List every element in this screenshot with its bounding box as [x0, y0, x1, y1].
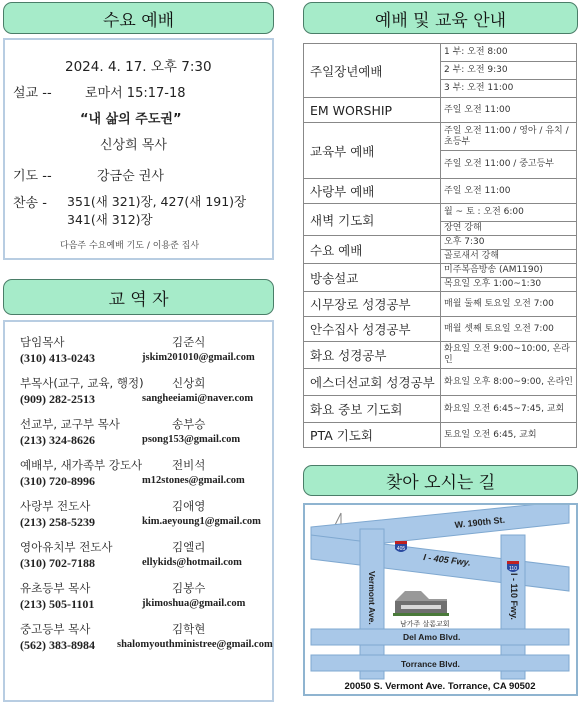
schedule-row [304, 342, 577, 369]
preacher: 신상희 목사 [100, 138, 167, 153]
sermon-label: 설교 -- [13, 86, 52, 101]
schedule-name: 화요 중보 기도회 [304, 396, 441, 423]
schedule-name: 방송설교 [304, 264, 441, 292]
schedule-time: 매월 셋째 토요일 오전 7:00 [441, 317, 577, 342]
schedule-time: 장연 강해 [441, 222, 577, 236]
schedule-name: 시무장로 성경공부 [304, 292, 441, 317]
minister-email: shalomyouthministree@gmail.com [117, 639, 273, 650]
interstate-110-shield-icon [507, 561, 519, 572]
schedule-row [304, 123, 577, 151]
schedule-time: 주일 오전 11:00 / 중고등부 [441, 151, 577, 179]
minister-role: 영아유치부 전도사 [20, 540, 113, 554]
minister-name: 김봉수 [172, 581, 206, 595]
sermon-title: “내 삶의 주도권” [80, 112, 182, 127]
schedule-time: 주일 오전 11:00 / 영아 / 유치 / 초등부 [441, 123, 577, 151]
minister-email: sangheeiami@naver.com [142, 393, 254, 404]
schedule-time: 화요일 오후 8:00~9:00, 온라인 [441, 369, 577, 396]
minister-email: ellykids@hotmail.com [142, 557, 242, 568]
minister-email: jkimoshua@gmail.com [142, 598, 246, 609]
minister-phone: (213) 505-1101 [20, 597, 95, 611]
church-building-icon [393, 591, 449, 616]
hymn-label: 찬송 - [13, 196, 47, 211]
minister-name: 신상희 [172, 376, 206, 390]
minister-role: 부목사(교구, 교육, 행정) [20, 376, 144, 390]
schedule-row [304, 317, 577, 342]
directions-map-box [303, 503, 578, 696]
interstate-405-shield-icon [395, 541, 407, 552]
schedule-name: 새벽 기도회 [304, 204, 441, 236]
wednesday-service-box [3, 38, 274, 260]
schedule-row [304, 396, 577, 423]
minister-role: 유초등부 목사 [20, 581, 91, 595]
schedule-name: 사랑부 예배 [304, 179, 441, 204]
schedule-name: 안수집사 성경공부 [304, 317, 441, 342]
minister-role: 예배부, 새가족부 강도사 [20, 458, 143, 472]
schedule-row [304, 98, 577, 123]
minister-email: kim.aeyoung1@gmail.com [142, 516, 261, 527]
schedule-row [304, 369, 577, 396]
schedule-time: 주일 오전 11:00 [441, 179, 577, 204]
minister-email: psong153@gmail.com [142, 434, 241, 445]
schedule-time: 매월 둘째 토요일 오전 7:00 [441, 292, 577, 317]
schedule-name: 주일장년예배 [304, 44, 441, 98]
svg-text:110: 110 [509, 566, 517, 572]
label-vermont: Vermont Ave. [367, 571, 377, 625]
service-date: 2024. 4. 17. 오후 7:30 [65, 59, 212, 75]
minister-phone: (310) 413-0243 [20, 351, 95, 365]
schedule-time: 골로새서 강해 [441, 250, 577, 264]
minister-phone: (310) 702-7188 [20, 556, 95, 570]
schedule-table [303, 43, 577, 448]
schedule-time: 화요일 오전 6:45~7:45, 교회 [441, 396, 577, 423]
schedule-time: 토요일 오전 6:45, 교회 [441, 423, 577, 448]
schedule-row [304, 264, 577, 278]
prayer-person: 강금순 권사 [97, 169, 164, 184]
schedule-row [304, 179, 577, 204]
schedule-time: 2 부: 오전 9:30 [441, 62, 577, 80]
svg-text:405: 405 [396, 546, 406, 552]
directions-map [305, 505, 576, 694]
prayer-label: 기도 -- [13, 169, 52, 184]
schedule-name: 에스더선교회 성경공부 [304, 369, 441, 396]
schedule-time: 목요일 오후 1:00~1:30 [441, 278, 577, 292]
minister-phone: (213) 324-8626 [20, 433, 95, 447]
wednesday-service-title: 수요 예배 [102, 10, 175, 31]
minister-email: m12stones@gmail.com [142, 475, 245, 486]
minister-role: 사랑부 전도사 [20, 499, 91, 513]
label-110: I - 110 Fwy. [509, 573, 519, 620]
hymn-line-2: 341(새 312)장 [67, 212, 153, 227]
schedule-name: 화요 성경공부 [304, 342, 441, 369]
schedule-row [304, 292, 577, 317]
minister-phone: (213) 258-5239 [20, 515, 95, 529]
church-address: 20050 S. Vermont Ave. Torrance, CA 90502 [344, 681, 536, 692]
ministers-box [3, 320, 274, 702]
schedule-row [304, 44, 577, 62]
schedule-name: PTA 기도회 [304, 423, 441, 448]
label-del-amo: Del Amo Blvd. [403, 632, 461, 642]
minister-name: 김엘리 [172, 540, 206, 554]
schedule-row [304, 423, 577, 448]
minister-phone: (562) 383-8984 [20, 638, 95, 652]
minister-name: 김준식 [172, 335, 206, 349]
schedule-time: 오후 7:30 [441, 236, 577, 250]
minister-role: 담임목사 [20, 335, 65, 349]
schedule-name: EM WORSHIP [304, 98, 441, 123]
minister-role: 중고등부 목사 [20, 622, 91, 636]
minister-phone: (310) 720-8996 [20, 474, 95, 488]
next-prayer-note: 다음주 수요예배 기도 / 이용준 집사 [60, 241, 200, 251]
ministers-header [3, 279, 274, 315]
schedule-row [304, 236, 577, 250]
schedule-time: 화요일 오전 9:00~10:00, 온라인 [441, 342, 577, 369]
schedule-time: 미주복음방송 (AM1190) [441, 264, 577, 278]
scripture: 로마서 15:17-18 [85, 86, 186, 101]
schedule-name: 수요 예배 [304, 236, 441, 264]
minister-phone: (909) 282-2513 [20, 392, 95, 406]
schedule-title: 예배 및 교육 안내 [374, 10, 507, 31]
directions-header [303, 465, 578, 496]
schedule-time: 1 부: 오전 8:00 [441, 44, 577, 62]
minister-name: 송부승 [172, 417, 206, 431]
ministers-title: 교 역 자 [108, 289, 169, 310]
minister-name: 김애영 [172, 499, 206, 513]
schedule-time: 3 부: 오전 11:00 [441, 80, 577, 98]
minister-name: 전비석 [172, 458, 206, 472]
minister-role: 선교부, 교구부 목사 [20, 417, 120, 431]
schedule-row [304, 204, 577, 222]
schedule-name: 교육부 예배 [304, 123, 441, 179]
hymn-line-1: 351(새 321)장, 427(새 191)장 [67, 194, 247, 209]
schedule-header [303, 2, 578, 34]
schedule-time: 주일 오전 11:00 [441, 98, 577, 123]
directions-title: 찾아 오시는 길 [385, 473, 496, 493]
label-torrance: Torrance Blvd. [401, 659, 460, 669]
wednesday-service-header [3, 2, 274, 34]
label-190th: W. 190th St. [454, 514, 506, 530]
minister-email: jskim201010@gmail.com [142, 352, 255, 363]
schedule-time: 월 ~ 토 : 오전 6:00 [441, 204, 577, 222]
minister-name: 김학현 [172, 622, 206, 636]
church-label: 남가주 살롬교회 [400, 620, 450, 628]
label-405: I - 405 Fwy. [422, 552, 472, 568]
